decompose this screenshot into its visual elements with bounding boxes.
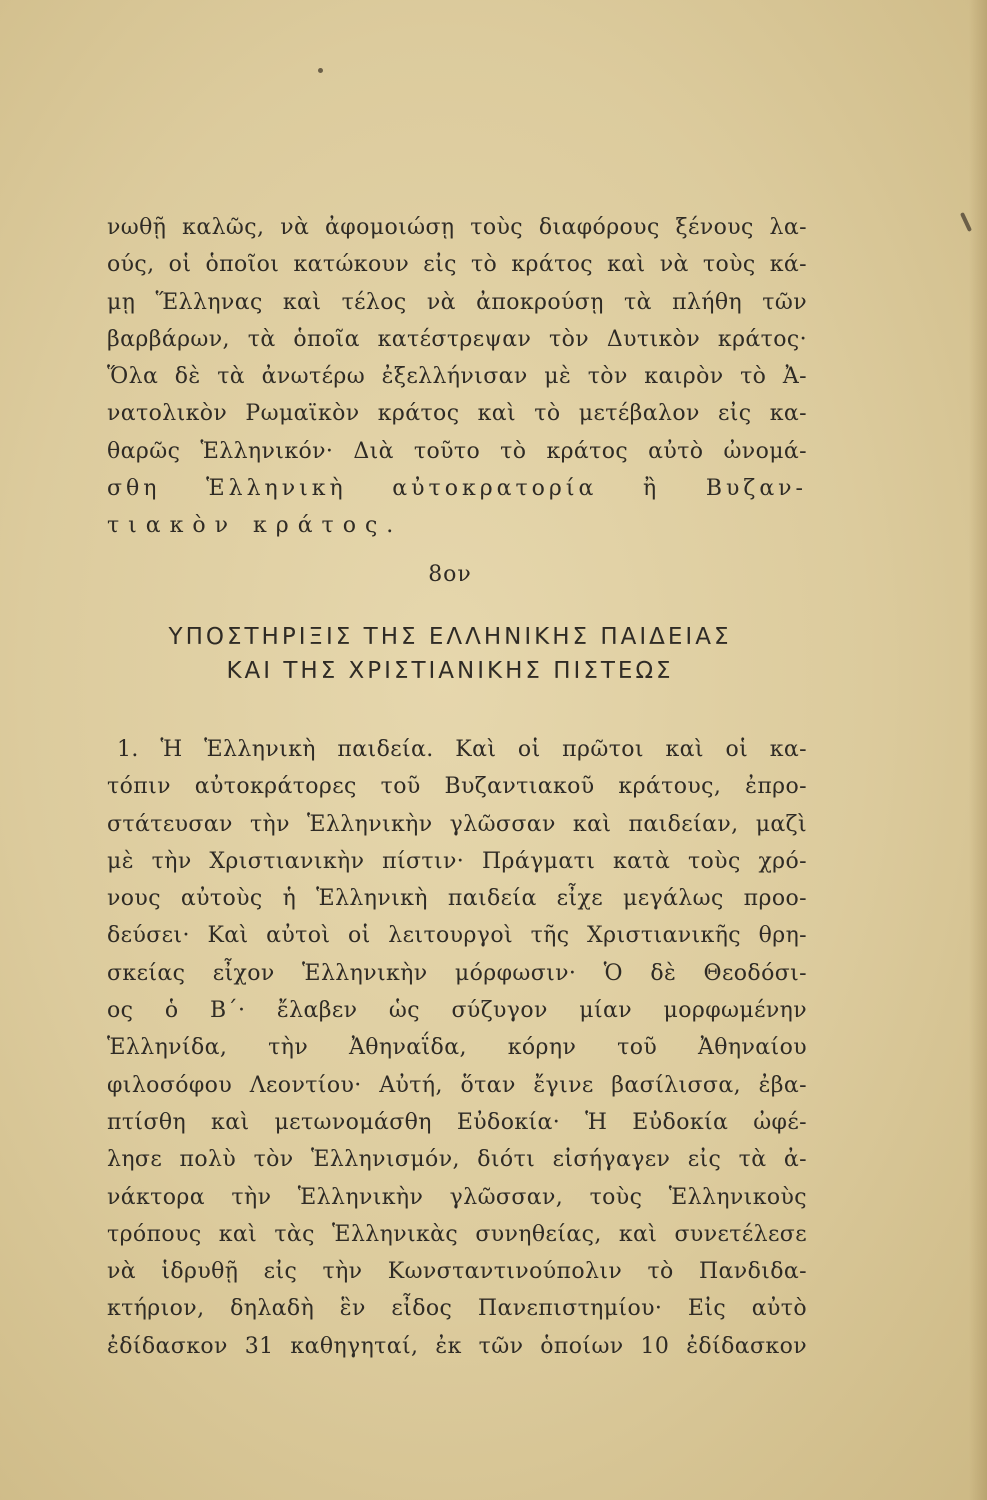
text-line: νατολικὸν Ρωμαϊκὸν κράτος καὶ τὸ μετέβαλον εἰς κα- (107, 401, 807, 427)
text-line: Ὅλα δὲ τὰ ἀνωτέρω ἐξελλήνισαν μὲ τὸν καιρὸν τὸ Ἀ- (107, 364, 807, 390)
text-line: ούς, οἱ ὁποῖοι κατώκουν εἰς τὸ κράτος καὶ νὰ τοὺς κά- (107, 252, 807, 278)
text-line: ος ὁ Β΄· ἔλαβεν ὡς σύζυγον μίαν μορφωμένην (107, 998, 807, 1024)
text-line: πτίσθη καὶ μετωνομάσθη Εὐδοκία· Ἡ Εὐδοκία ὠφέ- (107, 1109, 807, 1135)
text-line: μῃ Ἕλληνας καὶ τέλος νὰ ἀποκρούσῃ τὰ πλήθη τῶν (107, 289, 807, 315)
text-line: 1. Ἡ Ἑλληνικὴ παιδεία. Καὶ οἱ πρῶτοι καὶ οἱ κα- (117, 737, 807, 762)
text-line: βαρβάρων, τὰ ὁποῖα κατέστρεψαν τὸν Δυτικὸν κράτος· (107, 326, 807, 352)
text-line: σθη Ἑλληνικὴ αὐτοκρατορία ἢ Βυζαν- (107, 476, 807, 502)
text-line: φιλοσόφου Λεοντίου· Αὐτή, ὅταν ἔγινε βασίλισσα, ἐβα- (107, 1072, 807, 1098)
text-line: κτήριον, δηλαδὴ ἓν εἶδος Πανεπιστημίου· Εἰς αὐτὸ (107, 1296, 807, 1322)
text-line: νους αὐτοὺς ἡ Ἑλληνικὴ παιδεία εἶχε μεγάλως προο- (107, 886, 807, 912)
section-number: 8ον (428, 562, 472, 587)
text-line: νὰ ἱδρυθῇ εἰς τὴν Κωνσταντινούπολιν τὸ Πανδιδα- (107, 1259, 807, 1285)
text-line: ἐδίδασκον 31 καθηγηταί, ἐκ τῶν ὁποίων 10 ἐδίδασκον (107, 1333, 807, 1359)
text-line: σκείας εἶχον Ἑλληνικὴν μόρφωσιν· Ὁ δὲ Θεοδόσι- (107, 960, 807, 986)
section-title-line-2: ΚΑΙ ΤΗΣ ΧΡΙΣΤΙΑΝΙΚΗΣ ΠΙΣΤΕΩΣ (226, 658, 674, 684)
text-line: νάκτορα τὴν Ἑλληνικὴν γλῶσσαν, τοὺς Ἑλληνικοὺς (107, 1184, 807, 1210)
text-line: τιακὸν κράτος. (107, 513, 403, 539)
section-title-line-1: ΥΠΟΣΤΗΡΙΞΙΣ ΤΗΣ ΕΛΛΗΝΙΚΗΣ ΠΑΙΔΕΙΑΣ (168, 624, 732, 650)
text-line: μὲ τὴν Χριστιανικὴν πίστιν· Πράγματι κατὰ τοὺς χρό- (107, 848, 807, 874)
text-line: δεύσει· Καὶ αὐτοὶ οἱ λειτουργοὶ τῆς Χριστιανικῆς θρη- (107, 923, 807, 949)
paragraph-1 (107, 209, 807, 545)
paper-speck (318, 68, 323, 73)
text-line: τρόπους καὶ τὰς Ἑλληνικὰς συνηθείας, καὶ συνετέλεσε (107, 1221, 807, 1247)
text-line: τόπιν αὐτοκράτορες τοῦ Βυζαντιακοῦ κράτους, ἐπρο- (107, 774, 807, 800)
text-line: στάτευσαν τὴν Ἑλληνικὴν γλῶσσαν καὶ παιδείαν, μαζὶ (107, 811, 807, 837)
text-line: θαρῶς Ἑλληνικόν· Διὰ τοῦτο τὸ κράτος αὐτὸ ὠνομά- (107, 438, 807, 464)
paragraph-2 (107, 731, 807, 1365)
text-line: Ἑλληνίδα, τὴν Ἀθηναΐδα, κόρην τοῦ Ἀθηναίου (107, 1035, 807, 1061)
text-line: νωθῇ καλῶς, νὰ ἀφομοιώσῃ τοὺς διαφόρους ξένους λα- (107, 215, 807, 240)
text-line: λησε πολὺ τὸν Ἑλληνισμόν, διότι εἰσήγαγεν εἰς τὰ ἀ- (107, 1147, 807, 1173)
page-edge-shadow (969, 0, 987, 1500)
